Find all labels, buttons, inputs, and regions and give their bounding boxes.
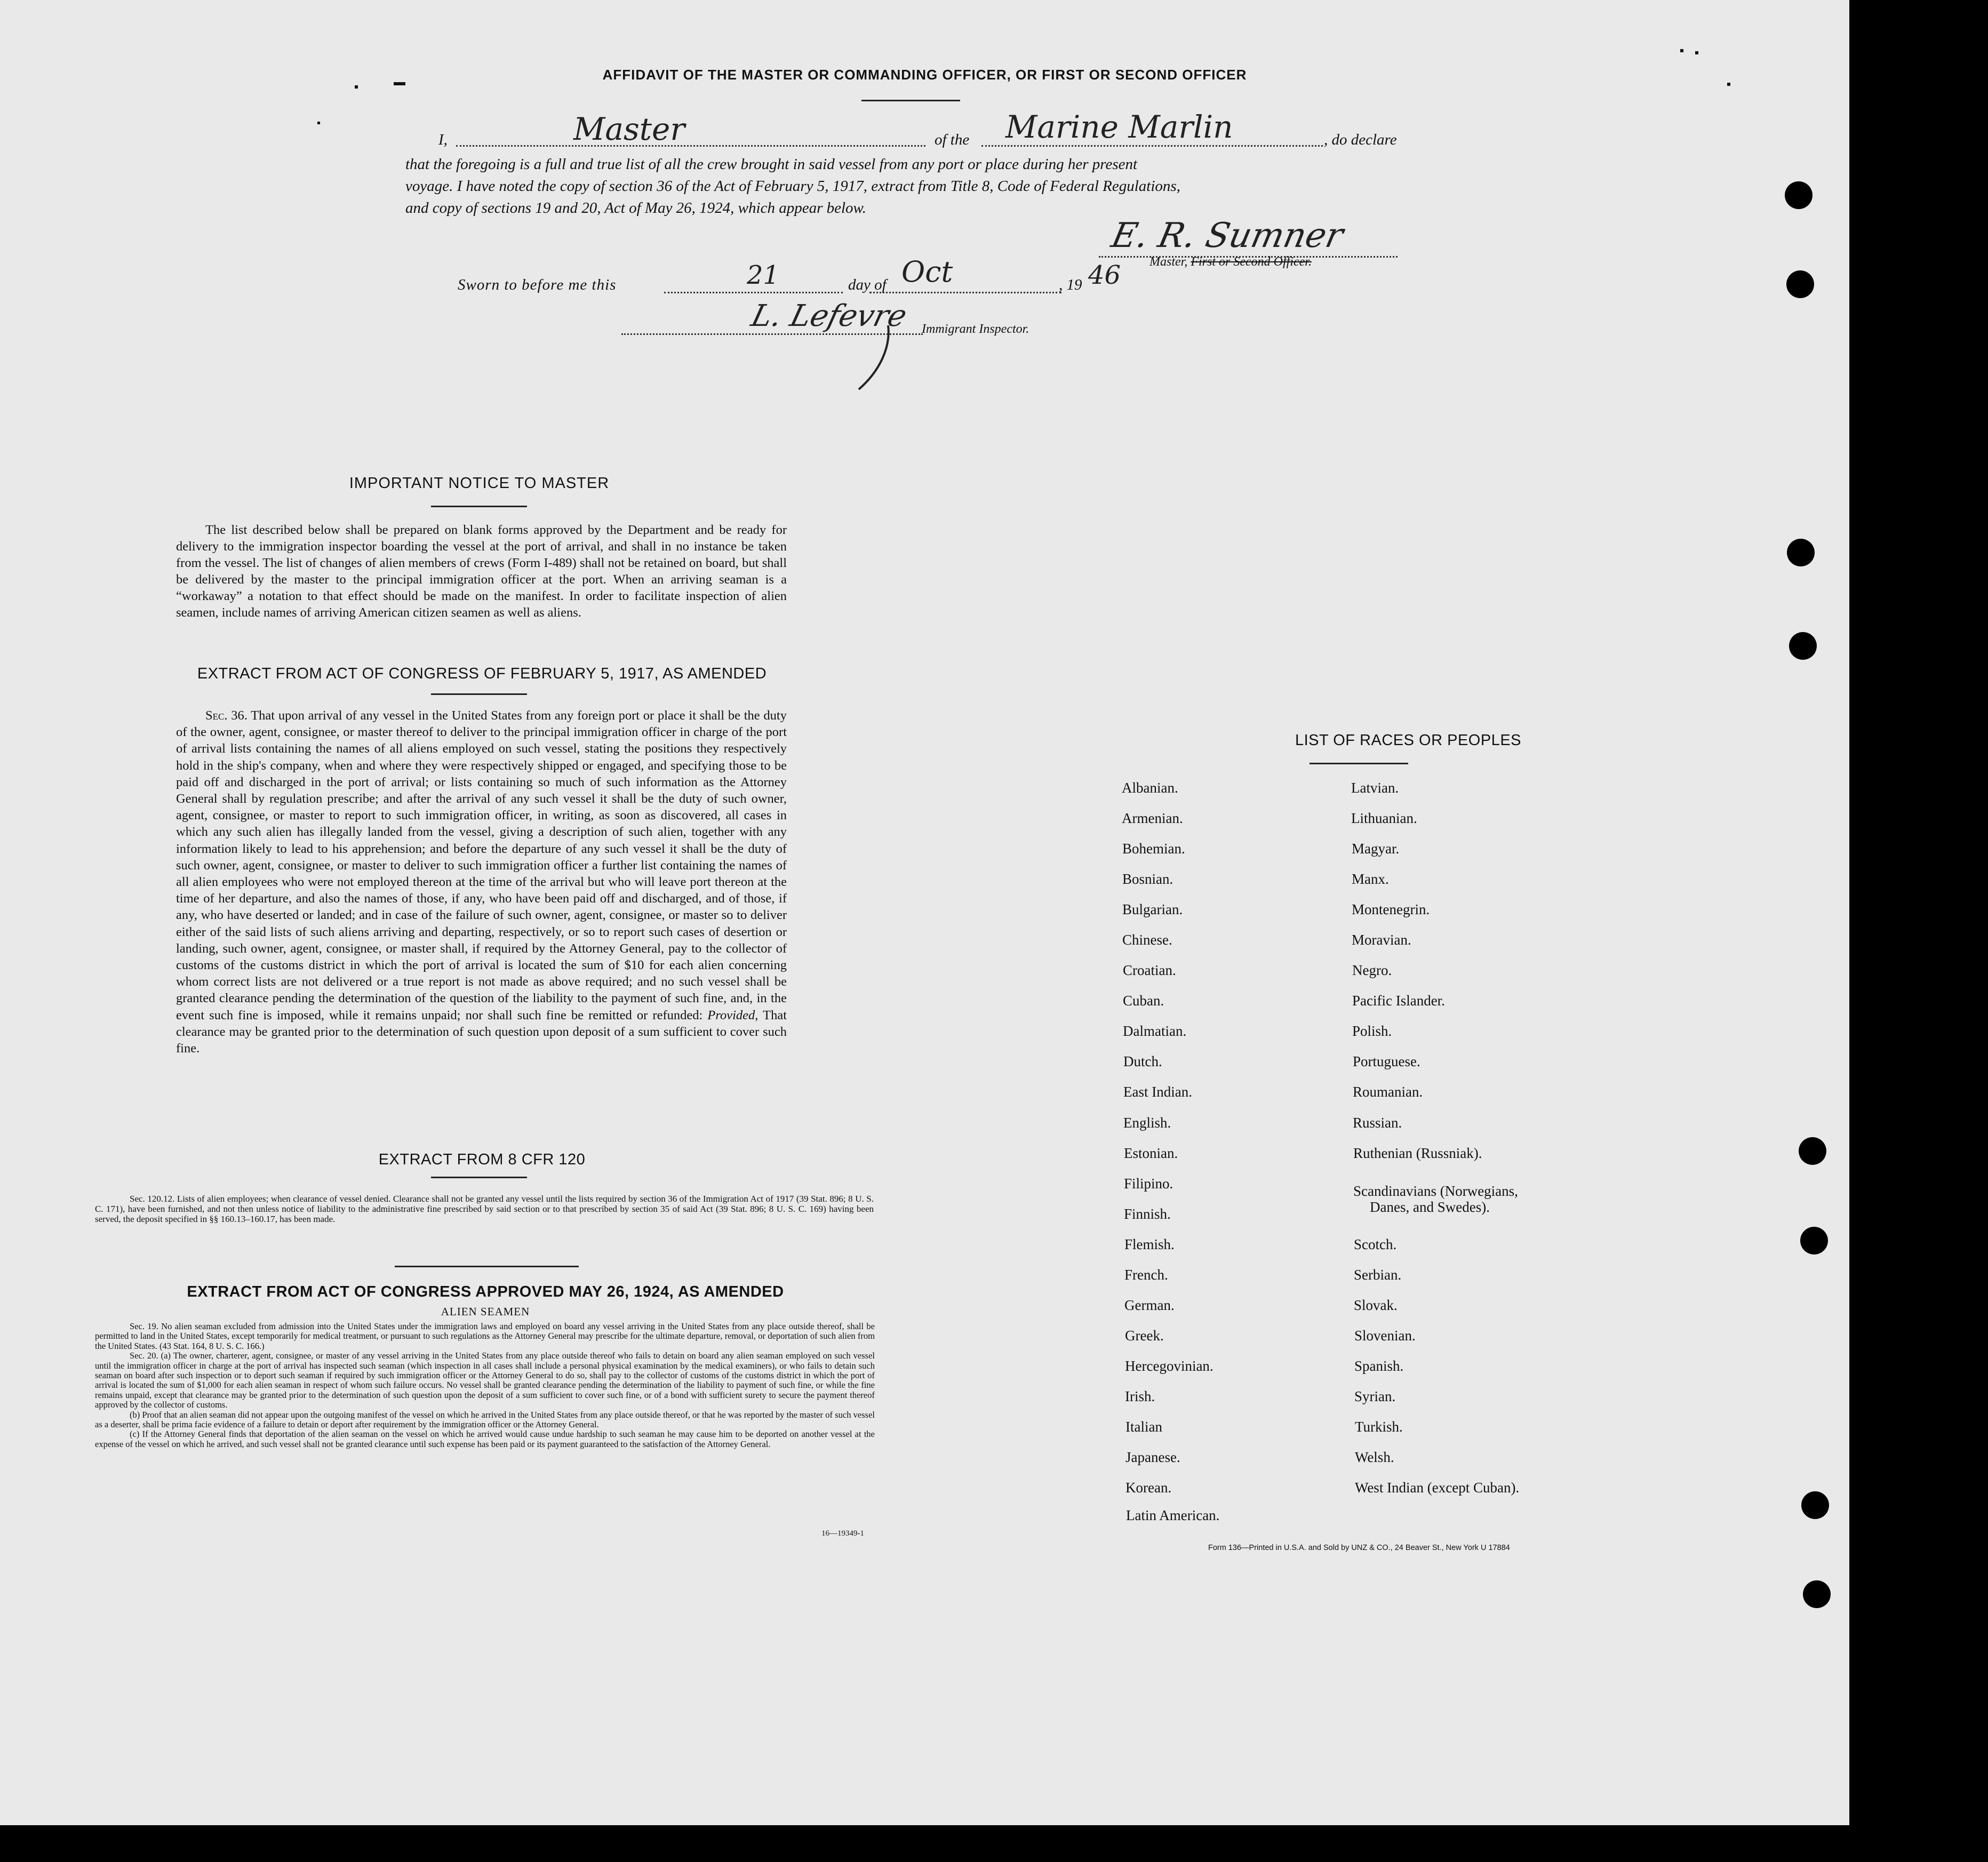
extract-1917-title-rule (431, 693, 527, 695)
affidavit-title-rule (861, 100, 960, 101)
extract-cfr-end-rule (395, 1266, 579, 1267)
extract-1924-sec20a: Sec. 20. (a) The owner, charterer, agent, consignee, or master of any vessel arriving in the United States from any place outside thereof who fails to detain on board any alien seaman employed on such vessel until the immigration officer in charge at the port of arrival has inspected such seaman (which inspection in all cases shall include a personal physical examination by the medical examiners), or who fails to detain such seaman on board after such inspection or to deport such seaman if required by such immigration officer or the Attorney General to do so, shall pay to the collector of customs of the customs district in which the port of arrival is located the sum of $1,000 for each alien seaman in respect of whom such failure occurs. No vessel shall be granted clearance pending the determination of the liability to payment of such fine, or while the fine remains unpaid, except that clearance may be granted prior to the determination of such question upon the deposit of a sum sufficient to cover such fine, or of a bond with sufficient surety to secure the payment thereof approved by the collector of customs. (95, 1350, 875, 1410)
race-croatian: Croatian. (1123, 962, 1176, 978)
race-russian: Russian. (1353, 1115, 1402, 1131)
affidavit-of-the-label: of the (935, 131, 970, 148)
race-slovenian: Slovenian. (1354, 1328, 1416, 1344)
race-english: English. (1123, 1115, 1171, 1131)
affidavit-declaration-line1: that the foregoing is a full and true list of all the crew brought in said vessel from any port or place during her present (405, 156, 1138, 173)
handwritten-sworn-day: 21 (747, 260, 780, 290)
stray-mark (1727, 83, 1730, 86)
punch-hole (1787, 539, 1815, 566)
race-latvian: Latvian. (1351, 780, 1399, 796)
punch-hole (1785, 181, 1813, 209)
master-title-label (1149, 255, 1312, 269)
races-title: LIST OF RACES OR PEOPLES (1295, 732, 1522, 749)
race-chinese: Chinese. (1122, 932, 1172, 948)
race-scotch: Scotch. (1354, 1236, 1397, 1252)
race-moravian: Moravian. (1352, 932, 1411, 948)
day-of-label: day of (848, 276, 887, 293)
extract-1917-sec-label: Sec. 36. (205, 708, 247, 723)
handwritten-vessel-name: Marine Marlin (1005, 109, 1233, 145)
races-title-rule (1310, 763, 1408, 764)
affidavit-title: AFFIDAVIT OF THE MASTER OR COMMANDING OFFICER, OR FIRST OR SECOND OFFICER (602, 67, 1247, 83)
sworn-day-line (664, 292, 843, 293)
notice-title-rule (431, 506, 527, 507)
race-latin-american: Latin American. (1126, 1507, 1220, 1523)
handwritten-year: 46 (1088, 260, 1121, 290)
race-scandinavians-cont: Danes, and Swedes). (1370, 1199, 1490, 1215)
extract-1924-code: 16—19349-1 (821, 1529, 864, 1538)
extract-1917-provided: Provided, (707, 1008, 759, 1022)
race-estonian: Estonian. (1124, 1145, 1178, 1161)
year-prefix-label: , 19 (1059, 276, 1082, 293)
race-portuguese: Portuguese. (1353, 1053, 1420, 1069)
extract-1924-title: EXTRACT FROM ACT OF CONGRESS APPROVED MAY 26, 1924, AS AMENDED (187, 1283, 784, 1300)
stray-mark (1680, 49, 1683, 52)
affidavit-i-label: I, (438, 131, 448, 148)
race-bosnian: Bosnian. (1122, 871, 1173, 887)
race-armenian: Armenian. (1122, 810, 1183, 826)
master-signature: E. R. Sumner (1108, 216, 1347, 255)
sworn-month-line (869, 292, 1061, 293)
stray-mark (355, 85, 358, 89)
extract-1917-body (176, 707, 787, 1057)
handwritten-sworn-month: Oct (901, 255, 953, 289)
struck-officer-label: First or Second Officer. (1191, 255, 1312, 269)
affidavit-vessel-line (981, 145, 1323, 147)
extract-1924-sec19: Sec. 19. No alien seaman excluded from admission into the United States under the immigration laws and employed on board any vessel arriving in the United States from any place outside thereof, shall be permitted to land in the United States, except temporarily for medical treatment, or pursuant to such regulations as the Attorney General may prescribe for the ultimate departure, removal, or deportation of such alien from the United States. (43 Stat. 164, 8 U. S. C. 166.) (95, 1321, 875, 1351)
race-negro: Negro. (1352, 962, 1392, 978)
race-serbian: Serbian. (1354, 1267, 1402, 1283)
inspector-signature-flourish (837, 320, 901, 395)
race-italian: Italian (1125, 1419, 1162, 1435)
race-roumanian: Roumanian. (1353, 1084, 1423, 1100)
race-dalmatian: Dalmatian. (1123, 1023, 1187, 1039)
race-japanese: Japanese. (1125, 1449, 1180, 1465)
race-cuban: Cuban. (1123, 993, 1164, 1009)
race-irish: Irish. (1125, 1388, 1155, 1404)
sworn-label: Sworn to before me this (458, 276, 617, 293)
handwritten-master-name: Master (573, 111, 685, 147)
race-spanish: Spanish. (1354, 1358, 1404, 1374)
extract-1924-sec20c: (c) If the Attorney General finds that deportation of the alien seaman on the vessel on which he arrived would cause undue hardship to such seaman he may cause him to be deported on another vessel at the expense of the vessel on which he arrived, and such vessel shall not be granted clearance until such expense has been paid or its payment guaranteed to the satisfaction of the Attorney General. (95, 1429, 875, 1449)
extract-1917-title: EXTRACT FROM ACT OF CONGRESS OF FEBRUARY 5, 1917, AS AMENDED (197, 665, 767, 682)
extract-1924-sec20b: (b) Proof that an alien seaman did not appear upon the outgoing manifest of the vessel on which he arrived in the United States from any place outside thereof, or that he was reported by the master of such vessel as a deserter, shall be prima facie evidence of a failure to detain or deport after requirement by the immigration officer or the Attorney General. (95, 1409, 875, 1430)
race-filipino: Filipino. (1124, 1176, 1173, 1192)
race-scandinavians: Scandinavians (Norwegians, (1353, 1183, 1518, 1199)
race-albanian: Albanian. (1122, 780, 1178, 796)
race-manx: Manx. (1352, 871, 1389, 887)
race-ruthenian: Ruthenian (Russniak). (1353, 1145, 1482, 1161)
race-greek: Greek. (1125, 1328, 1164, 1344)
race-flemish: Flemish. (1124, 1236, 1175, 1252)
notice-title: IMPORTANT NOTICE TO MASTER (349, 475, 610, 492)
inspector-signature: L. Lefevre (747, 299, 911, 333)
race-east-indian: East Indian. (1123, 1084, 1192, 1100)
race-welsh: Welsh. (1355, 1449, 1394, 1465)
extract-cfr-title-rule (431, 1177, 527, 1178)
punch-hole (1789, 632, 1817, 660)
extract-1917-text-end: That clearance may be granted prior to the determination of such question upon deposit of a sum sufficient to cover such fine. (176, 1008, 787, 1056)
race-montenegrin: Montenegrin. (1352, 901, 1430, 917)
extract-cfr-body: Sec. 120.12. Lists of alien employees; when clearance of vessel denied. Clearance shall not be granted any vessel until the lists required by section 36 of the Immigration Act of 1917 (39 Stat. 896; 8 U. S. C. 171), have been furnished, and not then unless notice of liability to the administrative fine prescribed by said section or to that prescribed by section 35 of said Act (39 Stat. 896; 8 U. S. C. 169) having been served, the deposit specified in §§ 160.13–160.17, has been made. (95, 1194, 874, 1224)
stray-mark (317, 122, 320, 124)
race-polish: Polish. (1352, 1023, 1392, 1039)
race-french: French. (1124, 1267, 1168, 1283)
affidavit-declare-label: , do declare (1324, 131, 1397, 148)
race-dutch: Dutch. (1123, 1053, 1162, 1069)
race-turkish: Turkish. (1355, 1419, 1403, 1435)
inspector-label: Immigrant Inspector. (922, 322, 1029, 336)
race-pacific-islander: Pacific Islander. (1352, 993, 1445, 1009)
extract-cfr-title: EXTRACT FROM 8 CFR 120 (378, 1151, 586, 1168)
form-print-note: Form 136—Printed in U.S.A. and Sold by UNZ & CO., 24 Beaver St., New York U 17884 (1208, 1544, 1510, 1552)
master-label: Master, (1149, 255, 1188, 269)
race-slovak: Slovak. (1354, 1297, 1398, 1313)
punch-hole (1799, 1137, 1826, 1165)
affidavit-declaration-line2: voyage. I have noted the copy of section 36 of the Act of February 5, 1917, extract from Title 8, Code of Federal Regulations, (405, 178, 1180, 195)
affidavit-declaration-line3: and copy of sections 19 and 20, Act of May 26, 1924, which appear below. (405, 199, 866, 217)
punch-hole (1801, 1491, 1829, 1519)
extract-1917-text: That upon arrival of any vessel in the United States from any foreign port or place it shall be the duty of the owner, agent, consignee, or master thereof to deliver to the principal immigration officer in charge of the port of arrival lists containing the names of all aliens employed on such vessel, stating the positions they respectively hold in the ship's company, when and where they were respectively shipped or engaged, and specifying those to be paid off and discharged in the port of arrival; or lists containing so much of such information as the Attorney General shall by regulation prescribe; and after the arrival of any such vessel it shall be the duty of such owner, agent, consignee, or master to report to such immigration officer, in writing, as soon as discovered, all cases in which any such alien has illegally landed from the vessel, giving a description of such alien, together with any information likely to lead to his apprehension; and before the departure of any such vessel it shall be the duty of such owner, agent, consignee, or master to deliver to such immigration officer a further list containing the names of all alien employees who were not employed thereon at the time of the arrival but who will leave port thereon at the time of her departure, and also the names of those, if any, who have been paid off and discharged, and of those, if any, who have deserted or landed; and in case of the failure of such owner, agent, consignee, or master so to deliver either of the said lists of such aliens arriving and departing, respectively, or so to report such cases of desertion or landing, such owner, agent, consignee, or master shall, if required by the Attorney General, pay to the collector of customs of the customs district in which the port of arrival is located the sum of $10 for each alien concerning whom correct lists are not delivered or a true report is not made as above required; and no such vessel shall be granted clearance pending the determination of the question of the liability to the payment of such fine, and, in the event such fine is imposed, while it remains unpaid; nor shall such fine be remitted or refunded: (176, 708, 787, 1022)
race-hercegovinian: Hercegovinian. (1125, 1358, 1213, 1374)
race-bohemian: Bohemian. (1122, 841, 1185, 857)
race-german: German. (1124, 1297, 1175, 1313)
stray-mark (394, 82, 405, 85)
race-syrian: Syrian. (1354, 1388, 1396, 1404)
notice-body: The list described below shall be prepared on blank forms approved by the Department and be ready for delivery to the immigration inspector boarding the vessel at the port of arrival, and shall in no instance be taken from the vessel. The list of changes of alien members of crews (Form I-489) shall not be retained on board, but shall be delivered by the master to the principal immigration officer at the port. When an arriving seaman is a “workaway” a notation to that effect should be made on the manifest. In order to facilitate inspection of alien seamen, include names of arriving American citizen seamen as well as aliens. (176, 523, 787, 620)
race-bulgarian: Bulgarian. (1122, 901, 1183, 917)
affidavit-name-line (456, 145, 925, 147)
race-korean: Korean. (1125, 1480, 1172, 1496)
punch-hole (1786, 270, 1814, 298)
race-west-indian: West Indian (except Cuban). (1355, 1480, 1520, 1496)
punch-hole (1800, 1227, 1828, 1254)
race-finnish: Finnish. (1124, 1206, 1171, 1222)
race-magyar: Magyar. (1352, 841, 1400, 857)
punch-hole (1803, 1580, 1831, 1608)
stray-mark (1695, 51, 1698, 54)
race-lithuanian: Lithuanian. (1351, 810, 1417, 826)
extract-1924-body (95, 1322, 875, 1449)
extract-1924-subtitle: ALIEN SEAMEN (441, 1305, 530, 1318)
